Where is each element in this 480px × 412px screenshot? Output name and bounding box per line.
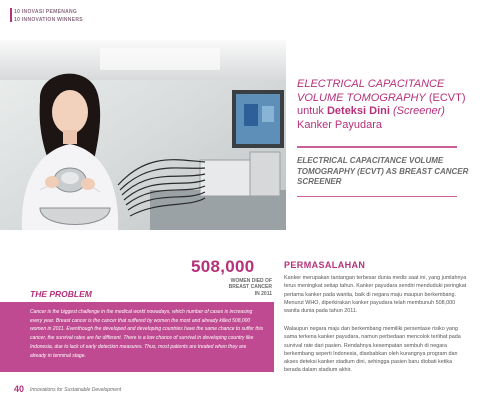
stat-value: 508,000 (191, 257, 255, 276)
article-title (297, 78, 475, 132)
permasalahan-paragraph-2: Walaupun negara maju dan berkembang memiliki persentase risiko yang sama terkena kanker payudara, namun perbedaan mencolok terlihat pada survival rate dari pasien. Rendahnya kesempatan sembuh di negara berkembang seperti Indonesia, disebabkan oleh kurangnya program dan akses deteksi kanker stadium dini, sehingga pasien baru diobati ketika berada dalam stadium akhir. (284, 326, 461, 374)
stat-caption-line-1: WOMEN DIED OF (230, 278, 272, 284)
title-line-2-plain: (ECVT) (425, 91, 466, 104)
problem-text: Cancer is the biggest challenge in the medical world nowadays, which number of cases is increasing every year. Breast cancer is the cancer that suffered by women the most and already killed 508,000 women in 2011. Eventhough the developed and developing countries have the same chance to suffer this cancer, the survival rates are far different. There is a low chance of survival in developing country like Indonesia, due to lack of early detection measures. Thus, most patients are treated when they are already in terminal stage. (30, 309, 264, 359)
title-line-3-bold: Deteksi Dini (326, 105, 390, 117)
permasalahan-heading: PERMASALAHAN (284, 260, 366, 270)
title-line-2 (297, 92, 475, 106)
header-line-2: 10 INNOVATION WINNERS (14, 17, 83, 23)
permasalahan-paragraph-1: Kanker merupakan tantangan terbesar dunia medis saat ini, yang jumlahnya terus meningkat setiap tahun. Kanker payudara sendiri menduduki peringkat pertama kanker pada wanita, baik di negara maju maupun berkembang. Menurut WHO, diperkirakan kanker payudara telah membunuh 508,000 wanita dunia pada tahun 2011. (284, 275, 467, 315)
header-accent-bar (10, 8, 12, 22)
page-number: 40 (14, 384, 25, 394)
stat-caption-line-2: BREAST CANCER (228, 284, 272, 291)
english-subtitle: ELECTRICAL CAPACITANCE VOLUME TOMOGRAPHY (ECVT) AS BREAST CANCER SCREENER (297, 156, 469, 186)
title-line-4: Kanker Payudara (297, 118, 382, 131)
footer-publication-title: Innovations for Sustainable Development (30, 387, 122, 393)
problem-heading: THE PROBLEM (30, 289, 92, 299)
problem-box (0, 302, 274, 372)
title-line-3-italic: (Screener) (389, 105, 445, 117)
title-line-1: ELECTRICAL CAPACITANCE (297, 78, 445, 90)
title-line-3 (297, 105, 475, 119)
photo-illustration (0, 40, 286, 230)
photo-ecvt-screening (0, 40, 286, 230)
header-line-1: 10 INOVASI PEMENANG (14, 9, 78, 15)
running-header (14, 8, 83, 24)
title-line-3-plain: untuk (297, 105, 327, 117)
stat-caption-line-3: IN 2011 (254, 290, 272, 297)
stat-caption (196, 278, 272, 297)
subtitle-divider (297, 196, 457, 197)
title-line-2-italic: VOLUME TOMOGRAPHY (297, 91, 426, 104)
title-divider (297, 146, 457, 148)
